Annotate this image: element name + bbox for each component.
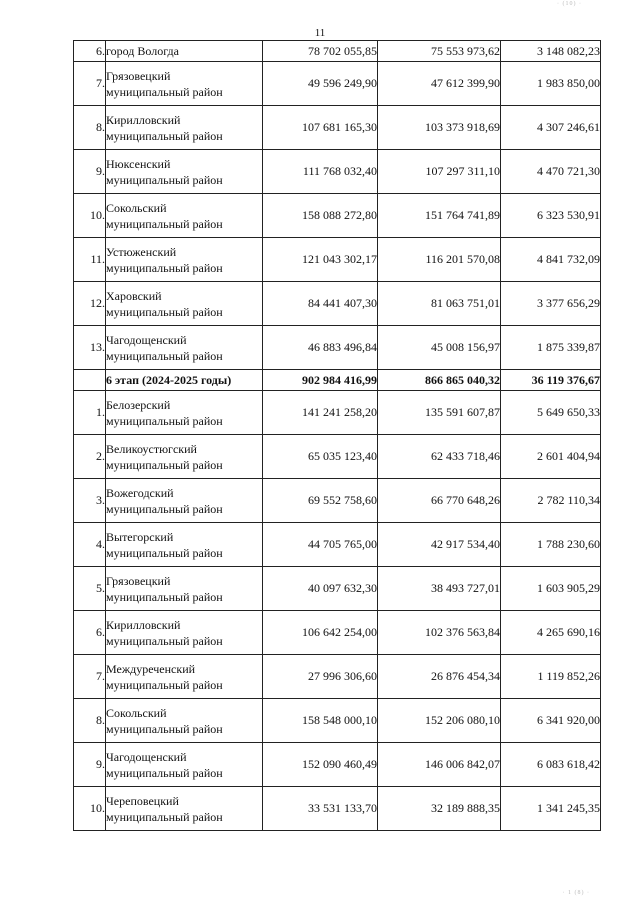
amount-regional: 866 865 040,32 xyxy=(378,370,501,391)
row-number: 4. xyxy=(74,523,106,567)
row-number: 2. xyxy=(74,435,106,479)
row-number: 9. xyxy=(74,743,106,787)
district-name xyxy=(106,611,263,655)
district-name-line: Кирилловский xyxy=(106,617,181,632)
amount-local: 2 601 404,94 xyxy=(501,435,601,479)
district-name-line: муниципальный район xyxy=(106,216,223,231)
district-name xyxy=(106,194,263,238)
amount-local: 1 341 245,35 xyxy=(501,787,601,831)
amount-local: 5 649 650,33 xyxy=(501,391,601,435)
table-row xyxy=(74,391,601,435)
district-name-line: Вытегорский xyxy=(106,529,174,544)
amount-total: 65 035 123,40 xyxy=(263,435,378,479)
district-name xyxy=(106,106,263,150)
amount-local: 2 782 110,34 xyxy=(501,479,601,523)
district-name xyxy=(106,150,263,194)
page-number: 11 xyxy=(314,27,326,39)
row-number: 11. xyxy=(74,238,106,282)
district-name-line: муниципальный район xyxy=(106,633,223,648)
amount-regional: 45 008 156,97 xyxy=(378,326,501,370)
table-row xyxy=(74,106,601,150)
amount-total: 106 642 254,00 xyxy=(263,611,378,655)
amount-total: 69 552 758,60 xyxy=(263,479,378,523)
amount-local: 3 148 082,23 xyxy=(501,41,601,62)
district-name-line: Грязовецкий xyxy=(106,573,171,588)
amount-regional: 42 917 534,40 xyxy=(378,523,501,567)
district-name xyxy=(106,326,263,370)
amount-local: 4 841 732,09 xyxy=(501,238,601,282)
row-number: 13. xyxy=(74,326,106,370)
district-name xyxy=(106,743,263,787)
district-name xyxy=(106,567,263,611)
table-row xyxy=(74,787,601,831)
row-number: 12. xyxy=(74,282,106,326)
district-name xyxy=(106,62,263,106)
amount-local: 3 377 656,29 xyxy=(501,282,601,326)
table-row xyxy=(74,743,601,787)
amount-regional: 47 612 399,90 xyxy=(378,62,501,106)
amount-local: 1 983 850,00 xyxy=(501,62,601,106)
amount-local: 6 083 618,42 xyxy=(501,743,601,787)
amount-total: 84 441 407,30 xyxy=(263,282,378,326)
amount-regional: 102 376 563,84 xyxy=(378,611,501,655)
district-name-line: Череповецкий xyxy=(106,793,179,808)
table-row xyxy=(74,611,601,655)
table-row xyxy=(74,699,601,743)
amount-local: 1 788 230,60 xyxy=(501,523,601,567)
table-row xyxy=(74,523,601,567)
row-number: 9. xyxy=(74,150,106,194)
amount-regional: 146 006 842,07 xyxy=(378,743,501,787)
district-name-line: город Вологда xyxy=(106,44,179,58)
row-number: 3. xyxy=(74,479,106,523)
amount-local: 6 323 530,91 xyxy=(501,194,601,238)
table-row xyxy=(74,150,601,194)
amount-local: 36 119 376,67 xyxy=(501,370,601,391)
amount-regional: 81 063 751,01 xyxy=(378,282,501,326)
district-name xyxy=(106,435,263,479)
row-number: 6. xyxy=(74,41,106,62)
amount-total: 158 088 272,80 xyxy=(263,194,378,238)
amount-regional: 26 876 454,34 xyxy=(378,655,501,699)
district-name xyxy=(106,479,263,523)
row-number: 10. xyxy=(74,194,106,238)
amount-regional: 103 373 918,69 xyxy=(378,106,501,150)
amount-total: 902 984 416,99 xyxy=(263,370,378,391)
district-name-line: муниципальный район xyxy=(106,348,223,363)
budget-table-body xyxy=(74,41,601,831)
district-name-line: муниципальный район xyxy=(106,721,223,736)
district-name-line: муниципальный район xyxy=(106,765,223,780)
table-row xyxy=(74,282,601,326)
amount-regional: 107 297 311,10 xyxy=(378,150,501,194)
district-name-line: Белозерский xyxy=(106,397,171,412)
district-name-line: Сокольский xyxy=(106,705,167,720)
table-row xyxy=(74,435,601,479)
district-name-line: Вожегодский xyxy=(106,485,174,500)
district-name-line: 6 этап (2024-2025 годы) xyxy=(106,373,232,387)
district-name-line: муниципальный район xyxy=(106,84,223,99)
district-name-line: муниципальный район xyxy=(106,501,223,516)
amount-regional: 75 553 973,62 xyxy=(378,41,501,62)
amount-total: 121 043 302,17 xyxy=(263,238,378,282)
district-name-line: Харовский xyxy=(106,288,162,303)
district-name-line: муниципальный район xyxy=(106,457,223,472)
district-name-line: Чагодощенский xyxy=(106,749,187,764)
table-row xyxy=(74,326,601,370)
amount-local: 4 470 721,30 xyxy=(501,150,601,194)
amount-regional: 66 770 648,26 xyxy=(378,479,501,523)
amount-total: 44 705 765,00 xyxy=(263,523,378,567)
district-name xyxy=(106,238,263,282)
table-row xyxy=(74,479,601,523)
amount-regional: 38 493 727,01 xyxy=(378,567,501,611)
row-number: 1. xyxy=(74,391,106,435)
row-number: 8. xyxy=(74,106,106,150)
amount-total: 27 996 306,60 xyxy=(263,655,378,699)
district-name xyxy=(106,523,263,567)
amount-total: 40 097 632,30 xyxy=(263,567,378,611)
district-name-line: Междуреченский xyxy=(106,661,196,676)
stage-total-row xyxy=(74,370,601,391)
row-number: 6. xyxy=(74,611,106,655)
district-name xyxy=(106,41,263,62)
district-name xyxy=(106,699,263,743)
amount-regional: 152 206 080,10 xyxy=(378,699,501,743)
table-row xyxy=(74,41,601,62)
table-row xyxy=(74,238,601,282)
amount-regional: 62 433 718,46 xyxy=(378,435,501,479)
amount-local: 1 875 339,87 xyxy=(501,326,601,370)
district-name-line: муниципальный район xyxy=(106,809,223,824)
amount-local: 4 307 246,61 xyxy=(501,106,601,150)
row-number: 8. xyxy=(74,699,106,743)
district-name-line: муниципальный район xyxy=(106,172,223,187)
district-name-line: Устюженский xyxy=(106,244,177,259)
district-name-line: Кирилловский xyxy=(106,112,181,127)
amount-total: 78 702 055,85 xyxy=(263,41,378,62)
district-name-line: Грязовецкий xyxy=(106,68,171,83)
district-name-line: Чагодощенский xyxy=(106,332,187,347)
amount-regional: 151 764 741,89 xyxy=(378,194,501,238)
district-name-line: муниципальный район xyxy=(106,413,223,428)
district-name xyxy=(106,391,263,435)
scan-mark-bottom: · 1 (8) · xyxy=(562,890,590,896)
amount-local: 6 341 920,00 xyxy=(501,699,601,743)
amount-local: 1 119 852,26 xyxy=(501,655,601,699)
amount-total: 33 531 133,70 xyxy=(263,787,378,831)
amount-total: 158 548 000,10 xyxy=(263,699,378,743)
budget-table xyxy=(73,40,601,831)
district-name xyxy=(106,655,263,699)
row-number: 7. xyxy=(74,62,106,106)
amount-total: 141 241 258,20 xyxy=(263,391,378,435)
stage-title xyxy=(106,370,263,391)
district-name-line: муниципальный район xyxy=(106,545,223,560)
district-name-line: муниципальный район xyxy=(106,589,223,604)
table-row xyxy=(74,655,601,699)
district-name-line: муниципальный район xyxy=(106,260,223,275)
table-row xyxy=(74,62,601,106)
row-number: 5. xyxy=(74,567,106,611)
amount-local: 4 265 690,16 xyxy=(501,611,601,655)
amount-total: 111 768 032,40 xyxy=(263,150,378,194)
amount-regional: 135 591 607,87 xyxy=(378,391,501,435)
district-name-line: Сокольский xyxy=(106,200,167,215)
amount-total: 49 596 249,90 xyxy=(263,62,378,106)
row-number: 10. xyxy=(74,787,106,831)
district-name-line: Великоустюгский xyxy=(106,441,197,456)
amount-total: 152 090 460,49 xyxy=(263,743,378,787)
amount-total: 46 883 496,84 xyxy=(263,326,378,370)
district-name xyxy=(106,282,263,326)
amount-total: 107 681 165,30 xyxy=(263,106,378,150)
amount-regional: 116 201 570,08 xyxy=(378,238,501,282)
row-number xyxy=(74,370,106,391)
scan-mark-top: · (10) · xyxy=(557,1,582,7)
district-name-line: муниципальный район xyxy=(106,304,223,319)
table-row xyxy=(74,567,601,611)
amount-regional: 32 189 888,35 xyxy=(378,787,501,831)
district-name-line: муниципальный район xyxy=(106,128,223,143)
district-name xyxy=(106,787,263,831)
table-row xyxy=(74,194,601,238)
district-name-line: Нюксенский xyxy=(106,156,171,171)
amount-local: 1 603 905,29 xyxy=(501,567,601,611)
row-number: 7. xyxy=(74,655,106,699)
district-name-line: муниципальный район xyxy=(106,677,223,692)
